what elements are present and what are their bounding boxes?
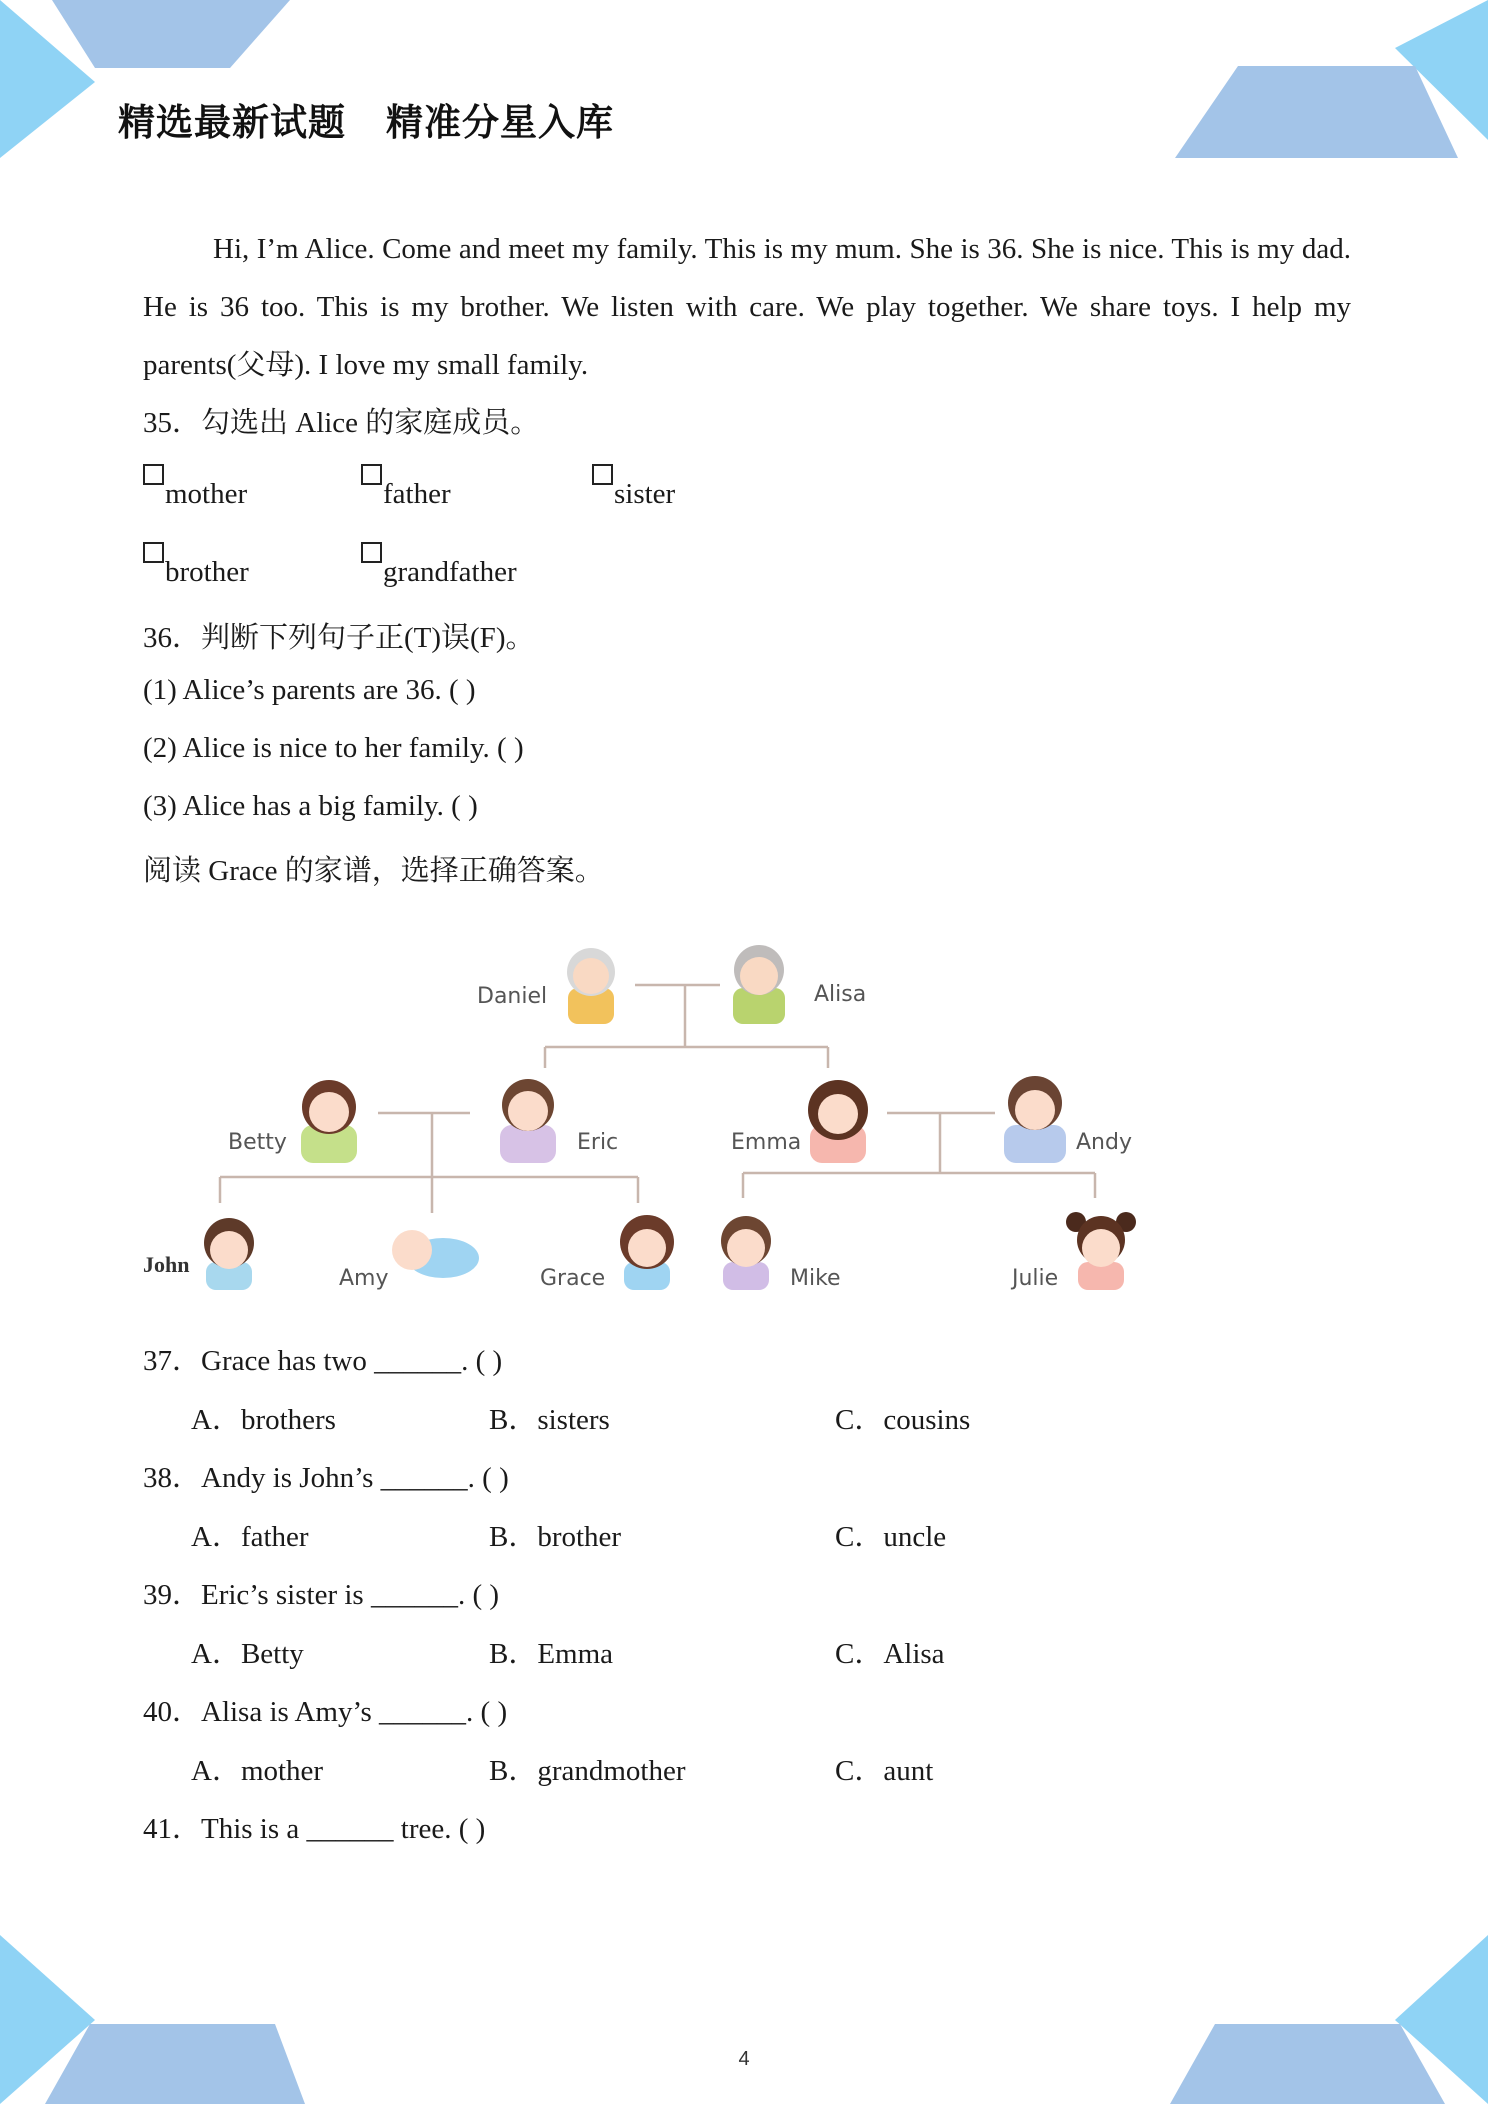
checkbox-label: father <box>383 478 451 510</box>
header-title <box>118 92 614 146</box>
alisa-portrait-icon <box>733 945 785 1024</box>
q38-option-b: B．brother <box>489 1521 622 1553</box>
checkbox-option-sister[interactable] <box>592 466 676 510</box>
julie-portrait-icon <box>1066 1212 1136 1290</box>
q37-prompt: 37．Grace has two ______. ( ) <box>143 1345 503 1377</box>
q40-prompt: 40．Alisa is Amy’s ______. ( ) <box>143 1696 508 1728</box>
checkbox-label: grandfather <box>383 556 517 588</box>
tree-name-grace: Grace <box>540 1266 606 1291</box>
tree-name-julie: Julie <box>1012 1266 1059 1291</box>
tree-name-mike: Mike <box>790 1266 841 1291</box>
header-title-part1: 精选最新试题 <box>118 101 346 144</box>
page-number: 4 <box>738 2048 750 2070</box>
emma-portrait-icon <box>808 1080 868 1163</box>
checkbox-label: sister <box>614 478 676 510</box>
tree-name-eric: Eric <box>577 1130 619 1155</box>
betty-portrait-icon <box>301 1080 357 1163</box>
checkbox-option-grandfather[interactable] <box>361 544 517 588</box>
q39-prompt: 39．Eric’s sister is ______. ( ) <box>143 1579 500 1611</box>
john-portrait-icon <box>204 1218 254 1290</box>
header-title-part2: 精准分星入库 <box>386 101 614 144</box>
q36-item-1: (1) Alice’s parents are 36. ( ) <box>143 674 476 706</box>
decor-top-left-trapezoid <box>52 0 290 68</box>
daniel-portrait-icon <box>567 948 615 1024</box>
tree-name-andy: Andy <box>1076 1130 1132 1155</box>
reading-passage: Hi, I’m Alice. Come and meet my family. This is my mum. She is 36. She is nice. This is my dad. He is 36 too. This is my brother. We listen with care. We play together. We share toys. I help my parents(父母). I love my small family. <box>143 233 1351 381</box>
q35-prompt: 35．勾选出 Alice 的家庭成员。 <box>143 407 540 439</box>
checkbox-icon[interactable] <box>361 542 382 563</box>
q36-item-3: (3) Alice has a big family. ( ) <box>143 790 478 822</box>
q38-option-a: A．father <box>191 1521 309 1553</box>
checkbox-label: brother <box>165 556 249 588</box>
q37-option-b: B．sisters <box>489 1404 610 1436</box>
q39-option-c: C．Alisa <box>835 1638 945 1670</box>
grace-portrait-icon <box>620 1215 674 1290</box>
checkbox-icon[interactable] <box>143 464 164 485</box>
checkbox-icon[interactable] <box>361 464 382 485</box>
tree-name-amy: Amy <box>339 1266 389 1291</box>
checkbox-option-father[interactable] <box>361 466 451 510</box>
tree-name-john: John <box>143 1252 190 1277</box>
q39-option-b: B．Emma <box>489 1638 614 1670</box>
checkbox-label: mother <box>165 478 248 510</box>
q39-option-a: A．Betty <box>191 1638 304 1670</box>
tree-name-daniel: Daniel <box>477 984 548 1009</box>
q41-prompt: 41．This is a ______ tree. ( ) <box>143 1813 486 1845</box>
andy-portrait-icon <box>1004 1076 1066 1163</box>
q36-item-2: (2) Alice is nice to her family. ( ) <box>143 732 524 764</box>
checkbox-icon[interactable] <box>592 464 613 485</box>
q40-option-c: C．aunt <box>835 1755 934 1787</box>
q37-option-c: C．cousins <box>835 1404 971 1436</box>
family-tree-intro: 阅读 Grace 的家谱，选择正确答案。 <box>143 855 604 887</box>
mike-portrait-icon <box>721 1216 771 1290</box>
amy-portrait-icon <box>392 1230 479 1278</box>
checkbox-icon[interactable] <box>143 542 164 563</box>
family-tree-figure <box>140 920 1160 1300</box>
tree-name-emma: Emma <box>731 1130 802 1155</box>
q36-prompt: 36．判断下列句子正(T)误(F)。 <box>143 622 535 654</box>
q40-option-b: B．grandmother <box>489 1755 686 1787</box>
q37-option-a: A．brothers <box>191 1404 336 1436</box>
q38-prompt: 38．Andy is John’s ______. ( ) <box>143 1462 509 1494</box>
tree-name-alisa: Alisa <box>814 982 867 1007</box>
checkbox-option-mother[interactable] <box>143 466 248 510</box>
eric-portrait-icon <box>500 1079 556 1163</box>
q40-option-a: A．mother <box>191 1755 324 1787</box>
tree-name-betty: Betty <box>228 1130 287 1155</box>
q38-option-c: C．uncle <box>835 1521 947 1553</box>
decor-top-right-trapezoid <box>1175 66 1458 158</box>
checkbox-option-brother[interactable] <box>143 544 249 588</box>
